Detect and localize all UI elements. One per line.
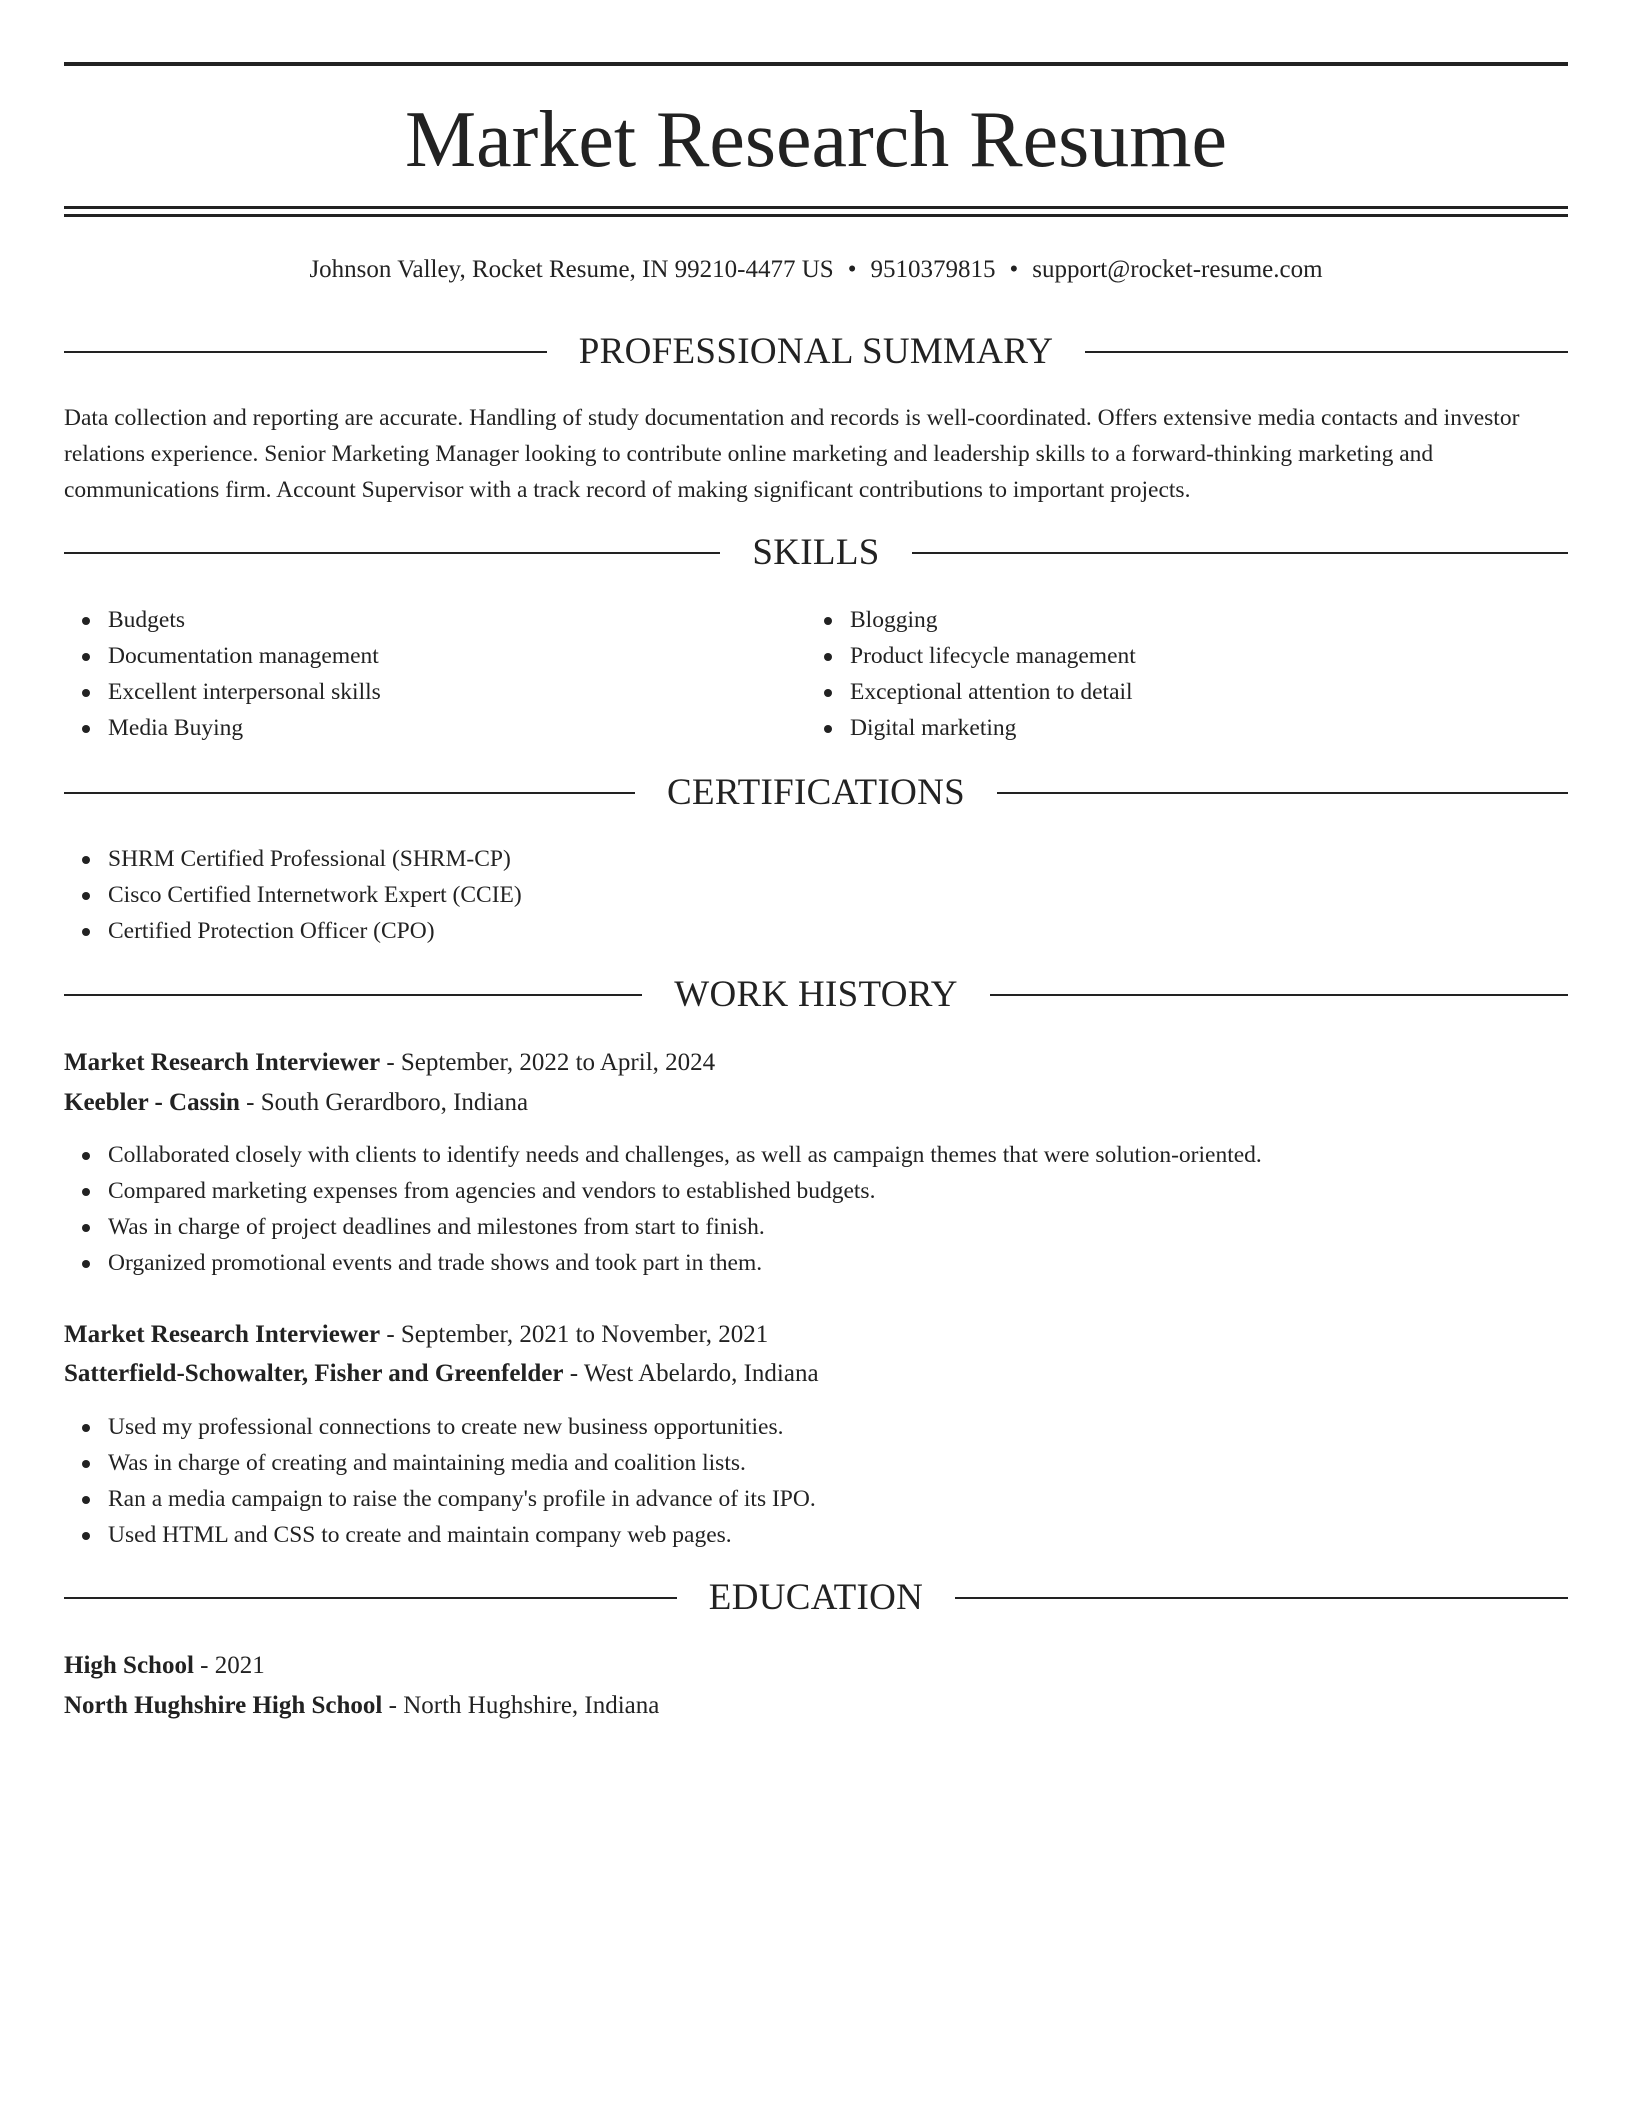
list-item: Organized promotional events and trade shows and took part in them.: [108, 1245, 1262, 1281]
list-item: Excellent interpersonal skills: [108, 674, 381, 710]
education-school-line: [64, 1688, 1568, 1724]
job-title-line: [64, 1045, 1568, 1081]
separator: -: [193, 1652, 215, 1679]
list-item: Budgets: [108, 602, 381, 638]
education-school: North Hughshire High School: [64, 1692, 383, 1719]
list-item: Media Buying: [108, 710, 381, 746]
contact-separator: •: [1009, 256, 1019, 283]
job-company-line: [64, 1356, 1568, 1392]
section-heading-skills: [64, 531, 1568, 575]
section-title: EDUCATION: [708, 1577, 924, 1618]
education-degree-line: [64, 1648, 1568, 1684]
job-bullets: [64, 1137, 1262, 1281]
section-heading-education: [64, 1576, 1568, 1620]
separator: -: [380, 1321, 401, 1348]
section-heading-summary: [64, 330, 1568, 374]
list-item: Compared marketing expenses from agencies and vendors to established budgets.: [108, 1173, 1262, 1209]
list-item: Used my professional connections to create new business opportunities.: [108, 1409, 816, 1445]
contact-line: [64, 252, 1568, 288]
separator: -: [563, 1360, 584, 1387]
divider: [990, 994, 1568, 996]
contact-separator: •: [847, 256, 857, 283]
section-heading-certifications: [64, 771, 1568, 815]
list-item: Used HTML and CSS to create and maintain company web pages.: [108, 1517, 816, 1553]
list-item: Collaborated closely with clients to identify needs and challenges, as well as campaign themes that were solution-oriented.: [108, 1137, 1262, 1173]
list-item: Certified Protection Officer (CPO): [108, 913, 522, 949]
skills-list-right: [806, 602, 1136, 746]
job-dates: September, 2022 to April, 2024: [400, 1049, 716, 1076]
divider: [64, 1597, 677, 1599]
title-rule-upper: [64, 206, 1568, 209]
job-dates: September, 2021 to November, 2021: [400, 1321, 769, 1348]
contact-email: support@rocket-resume.com: [1032, 256, 1323, 283]
education-year: 2021: [214, 1652, 265, 1679]
list-item: Was in charge of creating and maintaining media and coalition lists.: [108, 1445, 816, 1481]
section-heading-work-history: [64, 973, 1568, 1017]
top-rule: [64, 62, 1568, 66]
page-title: Market Research Resume: [405, 96, 1227, 184]
summary-text: Data collection and reporting are accurate. Handling of study documentation and records is well-coordinated. Offers extensive media contacts and investor relations experience. Senior Marketing Manager looking to contribute online marketing and leadership skills to a forward-thinking marketing and communications firm. Account Supervisor with a track record of making significant contributions to important projects.: [64, 405, 1520, 503]
list-item: SHRM Certified Professional (SHRM-CP): [108, 841, 522, 877]
divider: [1085, 351, 1568, 353]
separator: -: [380, 1049, 401, 1076]
job-location: West Abelardo, Indiana: [583, 1360, 819, 1387]
list-item: Product lifecycle management: [850, 638, 1136, 674]
list-item: Documentation management: [108, 638, 381, 674]
list-item: Cisco Certified Internetwork Expert (CCIE): [108, 877, 522, 913]
contact-address: Johnson Valley, Rocket Resume, IN 99210-4477 US: [309, 256, 834, 283]
divider: [955, 1597, 1568, 1599]
job-location: South Gerardboro, Indiana: [260, 1089, 529, 1116]
job-bullets: [64, 1409, 816, 1553]
divider: [64, 351, 547, 353]
contact-phone: 9510379815: [870, 256, 996, 283]
separator: -: [382, 1692, 404, 1719]
job-company: Keebler - Cassin: [64, 1089, 240, 1116]
divider: [997, 792, 1568, 794]
list-item: Was in charge of project deadlines and milestones from start to finish.: [108, 1209, 1262, 1245]
section-title: PROFESSIONAL SUMMARY: [578, 331, 1054, 372]
section-title: CERTIFICATIONS: [667, 772, 965, 813]
section-title: WORK HISTORY: [674, 974, 958, 1015]
job-company: Satterfield-Schowalter, Fisher and Greenfelder: [64, 1360, 564, 1387]
list-item: Ran a media campaign to raise the company's profile in advance of its IPO.: [108, 1481, 816, 1517]
education-degree: High School: [64, 1652, 194, 1679]
list-item: Blogging: [850, 602, 1136, 638]
education-location: North Hughshire, Indiana: [403, 1692, 660, 1719]
job-title: Market Research Interviewer: [64, 1321, 381, 1348]
job-title-line: [64, 1317, 1568, 1353]
certifications-list: [64, 841, 522, 949]
divider: [912, 552, 1568, 554]
divider: [64, 792, 635, 794]
section-title: SKILLS: [752, 532, 880, 573]
list-item: Digital marketing: [850, 710, 1136, 746]
skills-list-left: [64, 602, 381, 746]
title-rule-lower: [64, 214, 1568, 217]
list-item: Exceptional attention to detail: [850, 674, 1136, 710]
separator: -: [239, 1089, 261, 1116]
divider: [64, 994, 642, 996]
divider: [64, 552, 720, 554]
job-title: Market Research Interviewer: [64, 1049, 381, 1076]
job-company-line: [64, 1085, 1568, 1121]
